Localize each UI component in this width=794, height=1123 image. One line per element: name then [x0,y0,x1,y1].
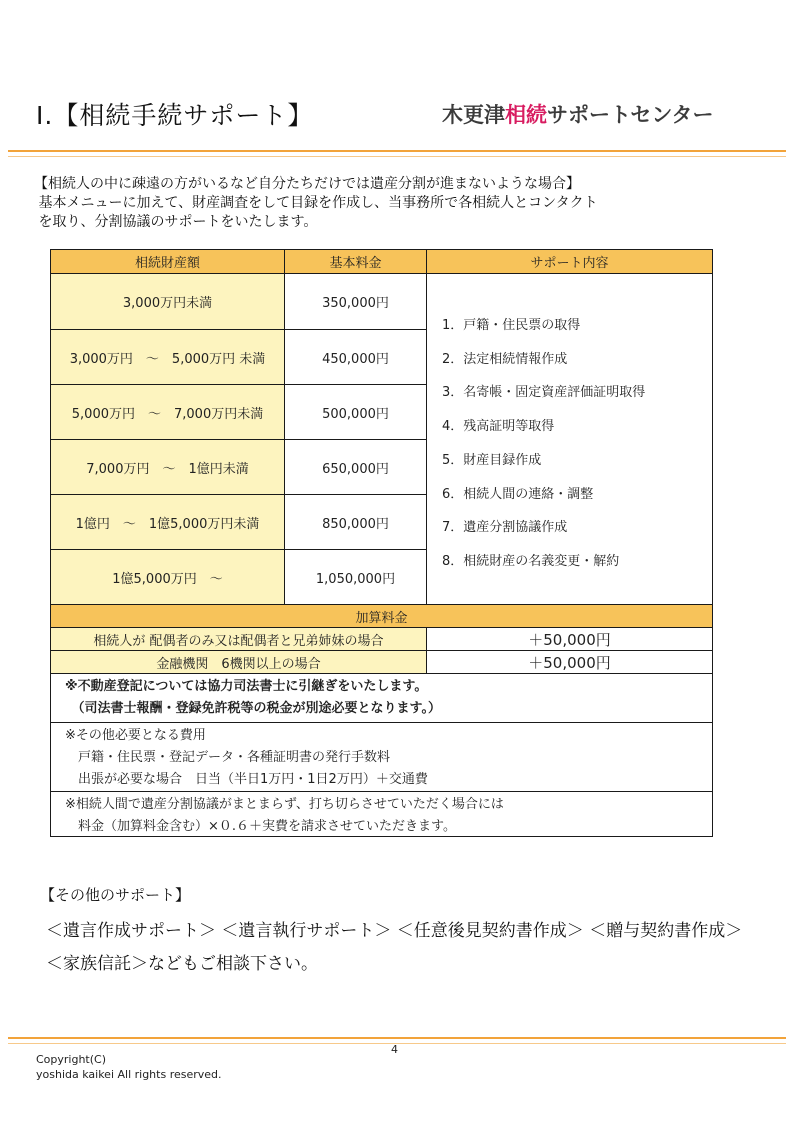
brand-accent: 相続 [505,103,547,127]
list-item: 7．遺産分割協議作成 [442,520,568,536]
additional-fee-label: 金融機関 6機関以上の場合 [50,650,427,674]
table-row-amount: 1億円 ～ 1億5,000万円未満 [50,494,285,550]
page-title: Ⅰ.【相続手続サポート】 [36,101,314,130]
additional-fee-value: ＋50,000円 [426,627,713,651]
list-item: 5．財産目録作成 [442,452,542,468]
page-number: 4 [391,1043,398,1056]
header-rule-thin [8,156,786,157]
table-row-amount: 1億5,000万円 ～ [50,549,285,605]
note-line: （司法書士報酬・登録免許税等の税金が別途必要となります。） [65,701,441,716]
other-support-title: 【その他のサポート】 [40,886,191,904]
note-line: 料金（加算料金含む）×０.６＋実費を請求させていただきます。 [65,819,456,834]
table-row-amount: 5,000万円 ～ 7,000万円未満 [50,384,285,440]
table-row-amount: 7,000万円 ～ 1億円未満 [50,439,285,495]
additional-fee-header: 加算料金 [50,604,713,628]
note-line: ※その他必要となる費用 [65,728,206,743]
table-row-fee: 450,000円 [284,329,427,385]
note-other-costs [50,722,713,792]
column-header-support: サポート内容 [426,249,713,274]
list-item: 3．名寄帳・固定資産評価証明取得 [442,385,646,401]
note-line: ※相続人間で遺産分割協議がまとまらず、打ち切らさせていただく場合には [65,797,504,812]
other-support-text: ＜遺言作成サポート＞ ＜遺言執行サポート＞ ＜任意後見契約書作成＞ ＜贈与契約書作成＞ ＜家族信託＞などもご相談下さい。 [46,921,743,974]
brand-prefix: 木更津 [442,103,505,127]
copyright: Copyright(C) yoshida kaikei All rights reserved. [36,1053,222,1081]
intro-text: 【相続人の中に疎遠の方がいるなど自分たちだけでは遺産分割が進まないような場合】 基本メニューに加えて、財産調査をして目録を作成し、当事務所で各相続人とコンタクト を取り、分割協議のサポートをいたします。 [34,176,598,230]
table-row-fee: 850,000円 [284,494,427,550]
note-line: 戸籍・住民票・登記データ・各種証明書の発行手数料 [65,750,391,765]
additional-fee-value: ＋50,000円 [426,650,713,674]
note-termination [50,791,713,837]
table-row-amount: 3,000万円 ～ 5,000万円 未満 [50,329,285,385]
table-row-fee: 650,000円 [284,439,427,495]
table-row-amount: 3,000万円未満 [50,273,285,330]
column-header-fee: 基本料金 [284,249,427,274]
note-line: 出張が必要な場合 日当（半日1万円・1日2万円）＋交通費 [65,772,428,787]
note-line: ※不動産登記については協力司法書士に引継ぎをいたします。 [65,679,428,694]
list-item: 2．法定相続情報作成 [442,351,568,367]
column-header-amount: 相続財産額 [50,249,285,274]
table-row-fee: 1,050,000円 [284,549,427,605]
table-row-fee: 350,000円 [284,273,427,330]
header-rule [8,150,786,152]
additional-fee-label: 相続人が 配偶者のみ又は配偶者と兄弟姉妹の場合 [50,627,427,651]
list-item: 4．残高証明等取得 [442,419,555,435]
list-item: 1．戸籍・住民票の取得 [442,318,581,333]
brand-suffix: サポートセンター [547,103,714,127]
brand-logo [442,99,714,129]
support-list [442,309,645,579]
list-item: 6．相続人間の連絡・調整 [442,486,594,502]
note-real-estate [50,673,713,723]
footer-rule [8,1037,786,1039]
table-row-fee: 500,000円 [284,384,427,440]
list-item: 8．相続財産の名義変更・解約 [442,553,620,569]
